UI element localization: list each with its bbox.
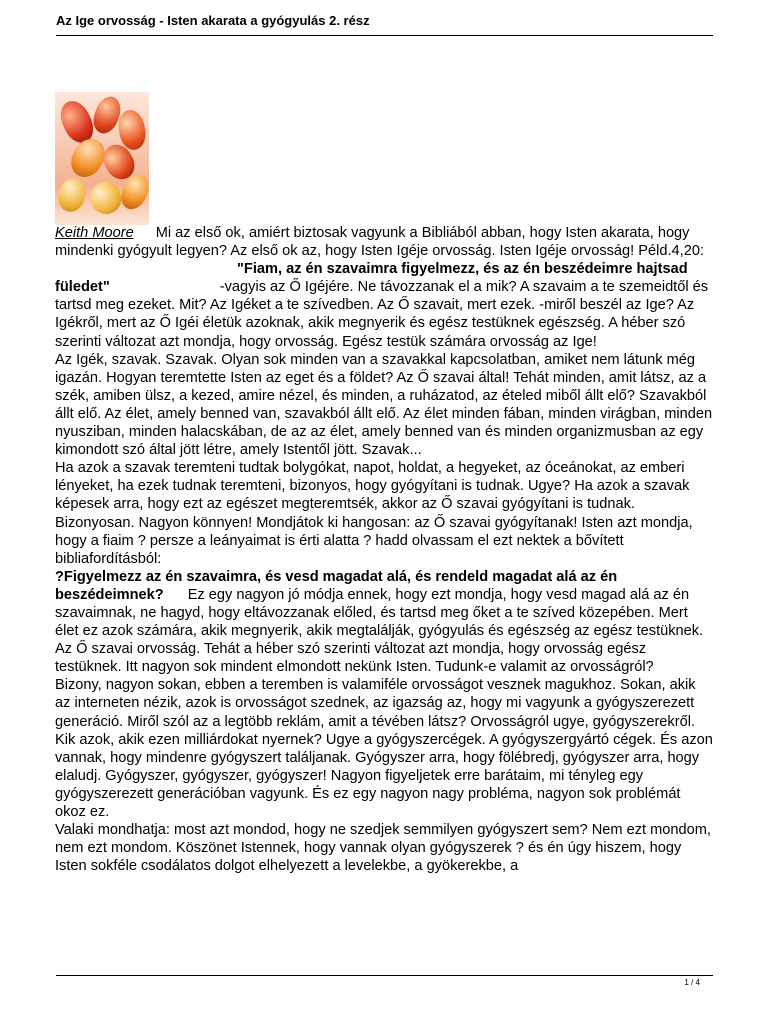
amplified-quote: ?Figyelmezz az én szavaimra, és vesd magadat alá, és rendeld magadat alá az én beszédeimnek? xyxy=(55,568,618,603)
intro-text-2: -vagyis az Ő Igéjére. Ne távozzanak el a mik? A szavaim a te szemeidtől és tartsd meg ezeket. Mit? Az Igéket a te szívedben. Az Ő szavait, mert ezek. -miről beszél az Ige? Az Igékről, mert az Ő Igéi életük azoknak, akik megnyerik és egész testüknek egészség. A héber szó szerinti változat azt mondja, hogy orvosság. Egész testük számára orvosság az Ige! xyxy=(55,279,709,350)
paragraph-creation: Ha azok a szavak teremteni tudtak bolygókat, napot, holdat, a hegyeket, az óceánokat, az emberi lényeket, ha ezek tudnak teremteni, bizonyos, hogy gyógyítani is tudnak. Ugye? Ha azok a szavak képesek arra, hogy ezt az egészet megteremtsék, akkor az Ő szavai gyógyítani is tudnak. Bizonyosan. Nagyon könnyen! Mondjátok ki hangosan: az Ő szavai gyógyítanak! Isten azt mondja, hogy a fiaim ? persze a leányaimat is érti alatta ? hadd olvassam el ezt nektek a bővített bibliafordításból: xyxy=(55,460,693,567)
paragraph-words: Az Igék, szavak. Szavak. Olyan sok minden van a szavakkal kapcsolatban, amiket nem látunk még igazán. Hogyan teremtette Isten az eget és a földet? Az Ő szavai által! Tehát minden, amit látsz, az a szék, amiben ülsz, a kezed, amire nézel, és minden, a ruházatod, az ételed miből állt elő? Szavakból állt elő. Az élet, amely benned van, szavakból állt elő. Az élet minden fában, minden virágban, minden nyusziban, minden halacskában, de az az élet, amely benned van és minden organizmusban az egy kimondott szó által jött létre, amely Istentől jött. Szavak... xyxy=(55,351,713,459)
paragraph-medicated-generation: Bizony, nagyon sokan, ebben a teremben is valamiféle orvosságot vesznek magukhoz. Sokan, akik az interneten nézik, azok is orvosságot szednek, az igazság az, hogy mi vagyunk a gyógyszerezett generáció. Miről szól az a legtöbb reklám, amit a tévében látsz? Orvosságról ugye, gyógyszerekről. Kik azok, akik ezen milliárdokat nyernek? Ugye a gyógyszercégek. A gyógyszergyártó cégek. És azon vannak, hogy mindenre gyógyszert találjanak. Gyógyszer arra, hogy fölébredj, gyógyszer arra, hogy elaludj. Gyógyszer, gyógyszer, gyógyszer! Nagyon figyeljetek erre barátaim, mi tényleg egy gyógyszerezett generációban vagyunk. És ez egy nagyon nagy probléma, nagyon sok problémát okoz ez. xyxy=(55,677,713,820)
author-link[interactable]: Keith Moore xyxy=(55,225,134,241)
paragraph-someone-says: Valaki mondhatja: most azt mondod, hogy ne szedjek semmilyen gyógyszert sem? Nem ezt mondom, nem ezt mondom. Köszönet Istennek, hogy vannak olyan gyógyszerek ? és én úgy hiszem, hogy Isten sokféle csodálatos dolgot elhelyezett a levelekbe, a gyökerekbe, a xyxy=(55,822,711,875)
page-number: 1 / 4 xyxy=(684,978,700,987)
medicine-capsules-image xyxy=(55,92,149,225)
intro-text-1: Mi az első ok, amiért biztosak vagyunk a Bibliából abban, hogy Isten akarata, hogy mindenki gyógyult legyen? Az első ok az, hogy Isten Igéje orvosság. Isten Igéje orvosság! Péld.4,20: xyxy=(55,225,705,260)
amplified-text: Ez egy nagyon jó módja ennek, hogy ezt mondja, hogy vesd magad alá az én szavaimnak, ne hagyd, hogy eltávozzanak előled, és tartsd meg őket a te szíved közepében. Mert élet ez azok számára, akik megnyerik, akik megtalálják, gyógyulás és egészség az egész testüknek. Az Ő szavai orvosság. Tehát a héber szó szerinti változat azt mondja, hogy orvosság egész testüknek. Itt nagyon sok mindent elmondott nekünk Isten. Tudunk-e valamit az orvosságról? xyxy=(55,586,704,676)
page-header-title: Az Ige orvosság - Isten akarata a gyógyulás 2. rész xyxy=(56,13,370,28)
proverbs-quote: "Fiam, az én szavaimra figyelmezz, és az én beszédeimre hajtsad füledet" xyxy=(55,261,688,296)
header-divider xyxy=(56,35,713,36)
intro-paragraph xyxy=(55,224,715,351)
article-body xyxy=(55,224,715,875)
paragraph-amplified xyxy=(55,568,715,677)
footer-divider xyxy=(56,975,713,976)
